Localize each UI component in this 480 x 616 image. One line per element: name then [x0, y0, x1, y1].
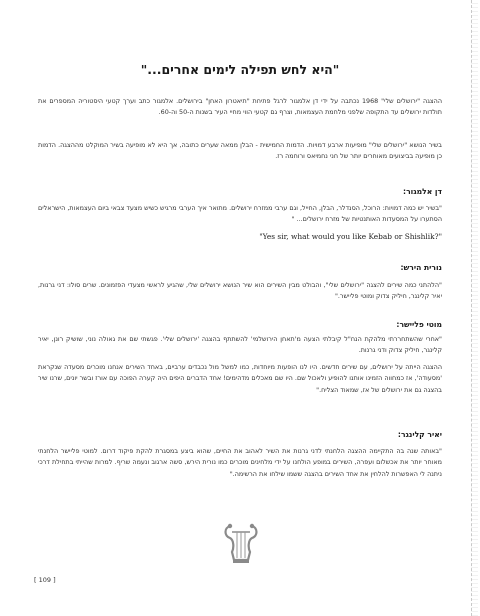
lyre-icon [222, 520, 260, 566]
intro-paragraph: ההצגה "ירושלים שלי" 1968 נכתבה על ידי דן אלמגור לרגל פתיחת "תיאטרון האחן" בירושלים. אלמגור כתב וערך קטעי היסטוריה המספרים את תולדות ירושלים עד התקופה שלפני מלחמת העצמאות, וצרף גם קטעי הווי מחיי העיר בשנות ה-50 וה-60. [38, 97, 442, 117]
dan-almagor-quote: "בשיר יש כמה דמויות: הרוכל, הסנדלר, הבלן, החייל, וגם ערבי ממזרח ירושלים. מתואר איך הערבי מרגיש כשיש מצעד צבאי ביום העצמאות, הישראלים הסתערו על המסעדות האותנטיות של מזרח ירושלים... " [38, 204, 442, 224]
moti-fleischer-quote-1: "אחרי שהשתחררתי מלהקת הנח"ל קיבלתי הצעה מ'תאחן הירושלמי' להשתתף בהצגה 'ירושלים שלי'. פגשתי שם את גאולה נוני, שושיק רונן, יאיר קלינגר, חיליק צדוק ודני גרנות. [38, 335, 442, 355]
moti-fleischer-quote-2: ההצגה הייתה על ירושלים, עם שירים חדשים. היו לנו הופעות מיוחדות, כמו למשל מול נכבדים ערביים, באחד השירים אנחנו מוכרים מסעדה שנקראת 'מסעודה', אז כמחווה הזמינו אותנו להופיע ולאכול שם. היו שם מאכלים מדהימים! אחד הדברים היפים היה קערה הפוכה עם אורז ובשר יונים, שרנו שיר בהצגה גם את ירושלים של אז, שמאוד הצליח." [38, 363, 442, 394]
yair-klinger-quote: "באותה שנה בה התקיימה ההצגה הלחנתי לדני גרנות את השיר לאהוב את החיים, שהוא ביצע במסגרת להקת פיקוד דרום. למוטי פליישר הלחנתי מאוחר יותר את אכשלום ועפרה, השירים במופע הולחנו על ידי מלחינים מוכרים כמו נורית הירש, סשה ארגוב ונעמה שריף. למרות שהייתי בתחילת דרכי ניתנה לי האפשרות להלחין את אחד השירים בהצגה ששמו שילחו את הרשימה." [38, 447, 442, 478]
heading-dan-almagor: דן אלמגור: [403, 187, 442, 196]
heading-moti-fleischer: מוטי פליישר: [396, 320, 442, 329]
nurit-hirsh-quote: "הלהתני כמה שירים להצגה "ירושלים שלי", והבולט מבין השירים הוא שיר הנושא ירושלים שלי, שהגיע לראשי מצעדי הפזמונים. שרים סולו: דני גרנות, יאיר קלינגר, חיליק צדוק ומוטי פליישר." [38, 281, 442, 301]
english-quote: "Yes sir, what would you like Kebab or Shishlik?" [259, 232, 442, 241]
page-title: "היא לחש תפילה לימים אחרים..." [140, 62, 340, 77]
page-number: [ 109 ] [34, 576, 56, 584]
heading-nurit-hirsh: נורית הירש: [400, 263, 442, 272]
page-edge [471, 0, 478, 616]
heading-yair-klinger: יאיר קלינגר: [397, 430, 442, 439]
characters-paragraph: בשיר הנושא "ירושלים שלי" מופיעות ארבע דמויות. הדמות החמישית - הבלן ממאה שערים כתובה, אך היא לא מופיעה בשיר המוקלט מההצגה. הדמות כן מופיעה בביצועים מאוחרים יותר של חני נחמיאס ורוחמה רז. [38, 141, 442, 161]
